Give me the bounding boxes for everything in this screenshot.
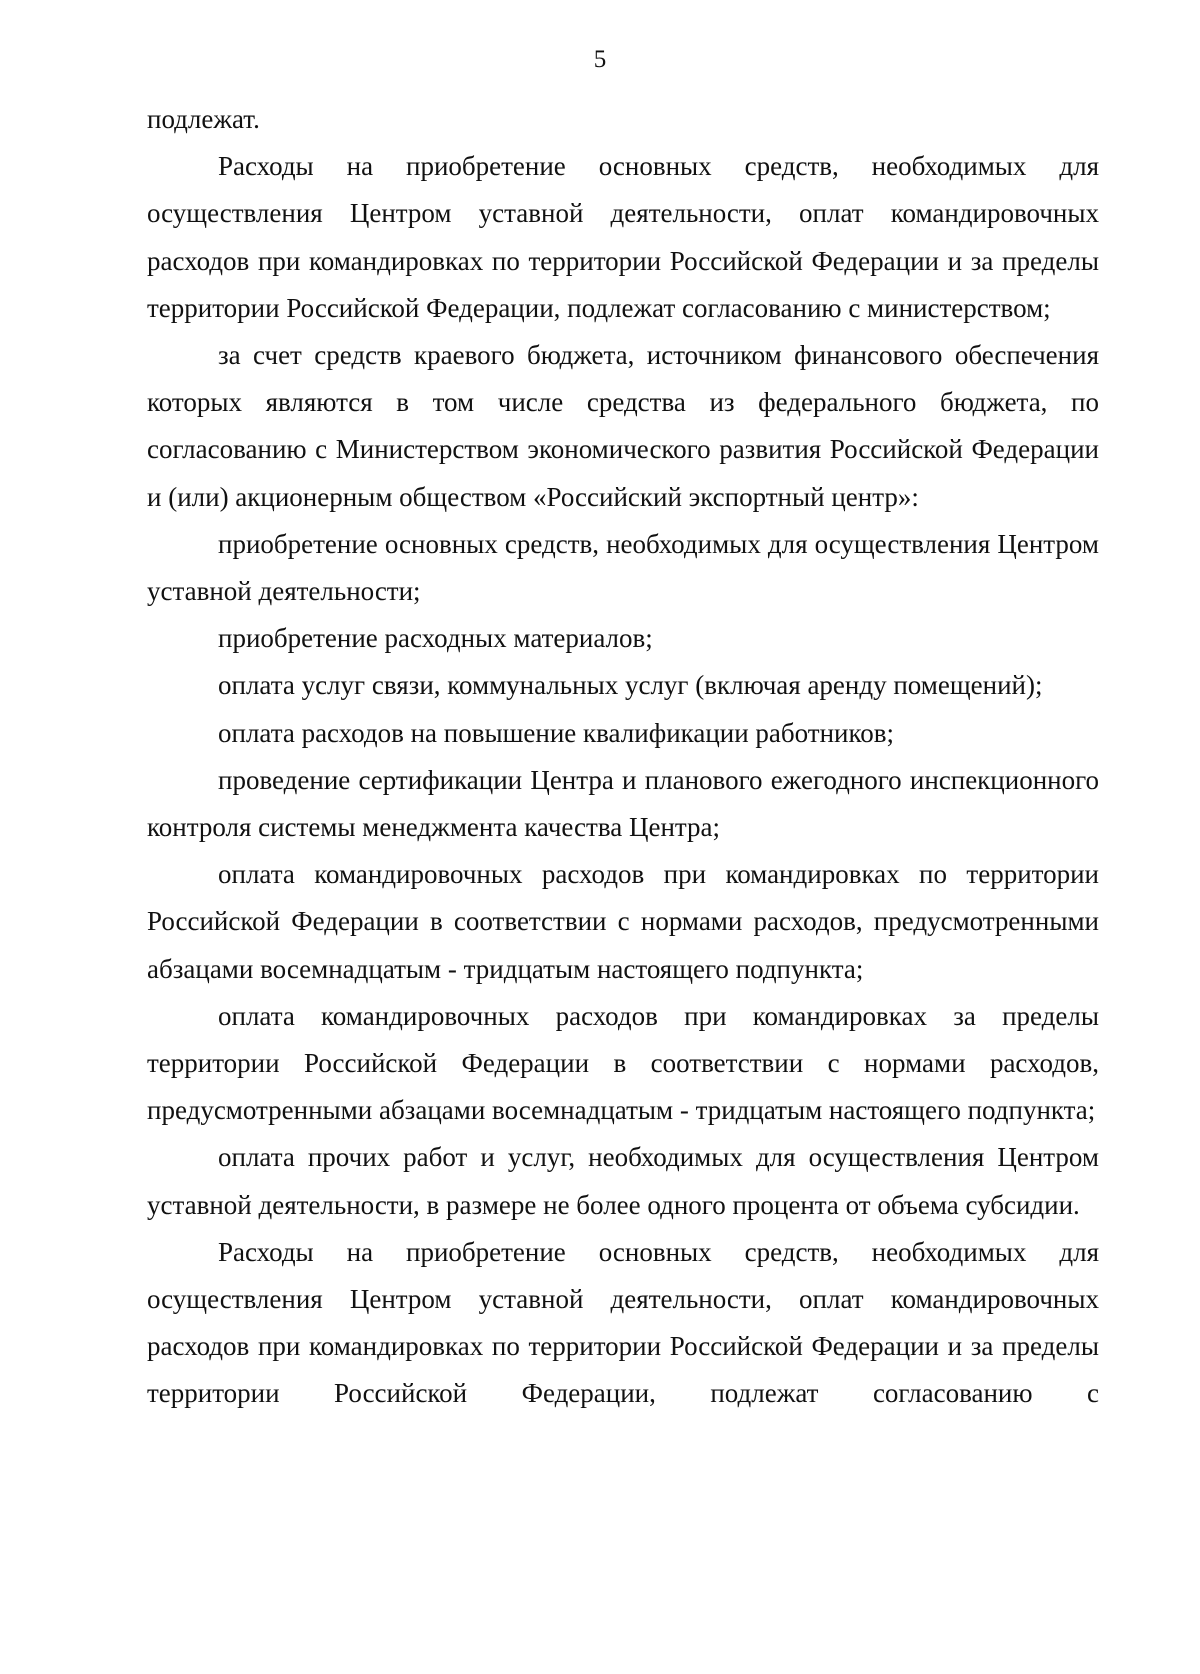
paragraph: оплата услуг связи, коммунальных услуг (включая аренду помещений); xyxy=(218,670,1043,701)
paragraph: за счет средств краевого бюджета, источником финансового обеспечения которых являются в том числе средства из федерального бюджета, по согласованию с Министерством экономического развития Российской Федерации и (или) акционерным обществом «Российский экспортный центр»: xyxy=(147,340,1099,512)
paragraph: Расходы на приобретение основных средств, необходимых для осуществления Центром уставной деятельности, оплат командировочных расходов при командировках по территории Российской Федерации и за пределы территории Российской Федерации, подлежат согласованию с министерством; xyxy=(147,151,1099,323)
paragraph: приобретение расходных материалов; xyxy=(218,623,653,654)
paragraph: проведение сертификации Центра и планового ежегодного инспекционного контроля системы менеджмента качества Центра; xyxy=(147,764,1099,843)
document-body xyxy=(147,96,1099,1418)
paragraph: подлежат. xyxy=(147,104,260,134)
paragraph: оплата командировочных расходов при командировках за пределы территории Российской Федерации в соответствии с нормами расходов, предусмотренными абзацами восемнадцатым - тридцатым настоящего подпункта; xyxy=(147,1000,1099,1126)
paragraph: оплата прочих работ и услуг, необходимых для осуществления Центром уставной деятельности, в размере не более одного процента от объема субсидии. xyxy=(147,1142,1099,1220)
paragraph: Расходы на приобретение основных средств, необходимых для осуществления Центром уставной деятельности, оплат командировочных расходов при командировках по территории Российской Федерации и за пределы территории Российской Федерации, подлежат согласованию с xyxy=(147,1236,1099,1409)
paragraph: оплата расходов на повышение квалификации работников; xyxy=(218,717,894,748)
page-number: 5 xyxy=(593,46,607,73)
paragraph: приобретение основных средств, необходимых для осуществления Центром уставной деятельности; xyxy=(147,528,1099,607)
paragraph: оплата командировочных расходов при командировках по территории Российской Федерации в соответствии с нормами расходов, предусмотренными абзацами восемнадцатым - тридцатым настоящего подпункта; xyxy=(147,859,1099,984)
